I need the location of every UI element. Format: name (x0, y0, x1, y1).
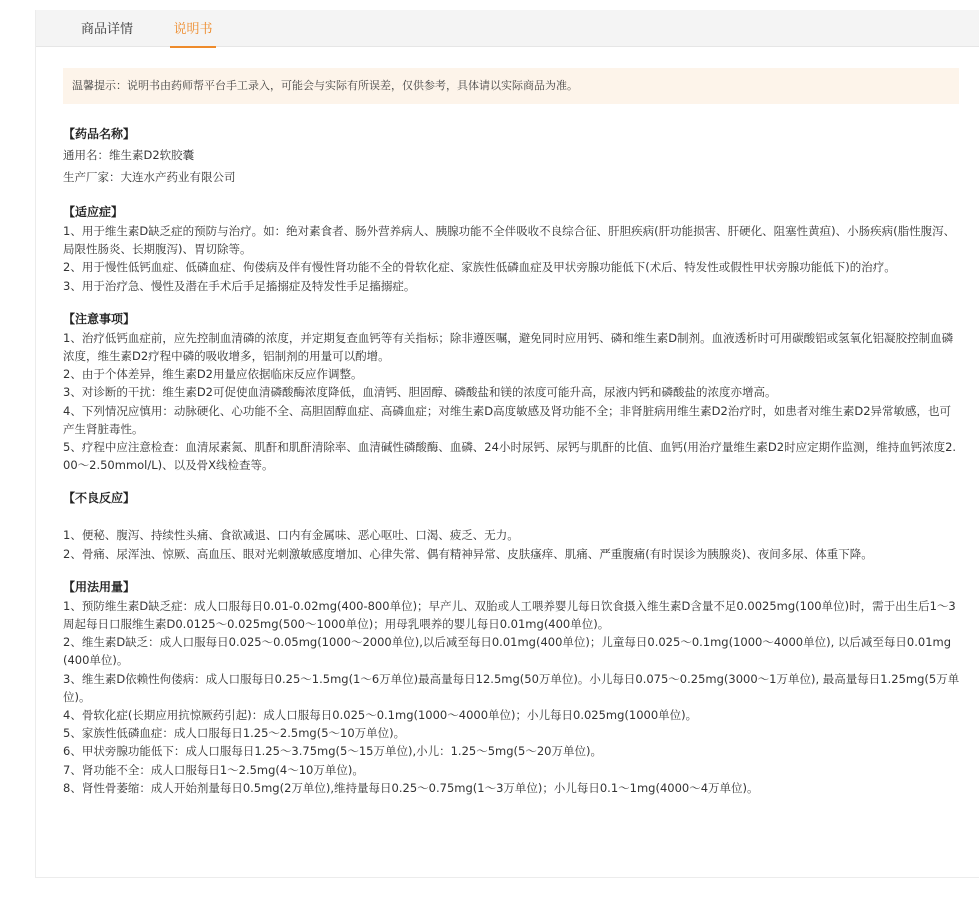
instructions-content (63, 124, 960, 797)
indication-item: 1、用于维生素D缺乏症的预防与治疗。如：绝对素食者、肠外营养病人、胰腺功能不全伴吸收不良综合征、肝胆疾病(肝功能损害、肝硬化、阻塞性黄疸)、小肠疾病(脂性腹泻、局限性肠炎、长期腹泻)、胃切除等。 (63, 224, 956, 257)
section-dosage (63, 577, 960, 797)
precaution-item: 4、下列情况应慎用：动脉硬化、心功能不全、高胆固醇血症、高磷血症；对维生素D高度敏感及肾功能不全；非肾脏病用维生素D2治疗时，如患者对维生素D2异常敏感，也可产生肾脏毒性。 (63, 403, 952, 436)
dosage-item: 2、维生素D缺乏：成人口服每日0.025～0.05mg(1000～2000单位),以后减至每日0.01mg(400单位)；儿童每日0.025～0.1mg(1000～4000单位), 以后减至每日0.01mg(400单位)。 (63, 635, 952, 668)
dosage-item: 8、肾性骨萎缩：成人开始剂量每日0.5mg(2万单位),维持量每日0.25～0.75mg(1～3万单位)；小儿每日0.1～1mg(4000～4万单位)。 (63, 780, 759, 795)
adverse-item: 1、便秘、腹泻、持续性头痛、食欲减退、口内有金属味、恶心呕吐、口渴、疲乏、无力。 (63, 528, 519, 543)
precaution-item: 1、治疗低钙血症前，应先控制血清磷的浓度，并定期复查血钙等有关指标；除非遵医嘱，避免同时应用钙、磷和维生素D制剂。血液透析时可用碳酸铝或氢氧化铝凝胶控制血磷浓度，维生素D2疗程中磷的吸收增多，铝制剂的用量可以酌增。 (63, 330, 954, 364)
precaution-item: 5、疗程中应注意检查：血清尿素氮、肌酐和肌酐清除率、血清碱性磷酸酶、血磷、24小时尿钙、尿钙与肌酐的比值、血钙(用治疗量维生素D2时应定期作监测，维持血钙浓度2.00～2.50mmol/L)、以及骨X线检查等。 (63, 440, 957, 473)
spacer (63, 508, 960, 526)
section-precautions (63, 309, 960, 475)
dosage-item: 6、甲状旁腺功能低下：成人口服每日1.25～3.75mg(5～15万单位),小儿：1.25～5mg(5～20万单位)。 (63, 744, 602, 759)
notice-banner: 温馨提示：说明书由药师帮平台手工录入，可能会与实际有所误差，仅供参考，具体请以实际商品为准。 (63, 68, 959, 104)
dosage-item: 4、骨软化症(长期应用抗惊厥药引起)：成人口服每日0.025～0.1mg(1000～4000单位)；小儿每日0.025mg(1000单位)。 (63, 708, 698, 723)
precaution-item: 3、对诊断的干扰：维生素D2可促使血清磷酸酶浓度降低，血清钙、胆固醇、磷酸盐和镁的浓度可能升高，尿液内钙和磷酸盐的浓度亦增高。 (63, 385, 777, 400)
tab-instructions-label: 说明书 (173, 22, 213, 37)
dosage-item: 3、维生素D依赖性佝偻病：成人口服每日0.25～1.5mg(1～6万单位)最高量每日12.5mg(50万单位)。小儿每日0.075～0.25mg(3000～1万单位), 最高量每日1.25mg(5万单位)。 (63, 671, 960, 704)
indication-item: 2、用于慢性低钙血症、低磷血症、佝偻病及伴有慢性肾功能不全的骨软化症、家族性低磷血症及甲状旁腺功能低下(术后、特发性或假性甲状旁腺功能低下)的治疗。 (63, 260, 896, 275)
section-title: 【用法用量】 (63, 579, 136, 594)
section-title: 【注意事项】 (63, 311, 136, 326)
active-tab-indicator (170, 46, 216, 48)
section-title: 【适应症】 (63, 205, 124, 219)
tab-bar (36, 10, 979, 47)
tab-instructions[interactable] (162, 10, 224, 47)
generic-name: 通用名：维生素D2软胶囊 (63, 148, 195, 162)
dosage-item: 7、肾功能不全：成人口服每日1～2.5mg(4～10万单位)。 (63, 762, 364, 777)
section-title: 【药品名称】 (63, 127, 136, 141)
manufacturer: 生产厂家：大连水产药业有限公司 (63, 170, 236, 184)
section-title: 【不良反应】 (63, 491, 136, 506)
dosage-item: 5、家族性低磷血症：成人口服每日1.25～2.5mg(5～10万单位)。 (63, 726, 406, 741)
indication-item: 3、用于治疗急、慢性及潜在手术后手足搐搦症及特发性手足搐搦症。 (63, 278, 416, 293)
precaution-item: 2、由于个体差异，维生素D2用量应依据临床反应作调整。 (63, 367, 363, 382)
section-drug-name (63, 124, 960, 188)
dosage-item: 1、预防维生素D缺乏症：成人口服每日0.01-0.02mg(400-800单位)；早产儿、双胎或人工喂养婴儿每日饮食摄入维生素D含量不足0.0025mg(100单位)时，需于出生后1～3周起每日口服维生素D0.0125～0.025mg(500～1000单位)；用母乳喂养的婴儿每日0.01mg(400单位)。 (63, 598, 956, 632)
product-panel (35, 10, 979, 878)
section-adverse-reactions (63, 488, 960, 562)
tab-product-details[interactable]: 商品详情 (80, 22, 133, 37)
adverse-item: 2、骨痛、尿浑浊、惊厥、高血压、眼对光刺激敏感度增加、心律失常、偶有精神异常、皮肤瘙痒、肌痛、严重腹痛(有时误诊为胰腺炎)、夜间多尿、体重下降。 (63, 546, 873, 561)
section-indications (63, 202, 960, 295)
